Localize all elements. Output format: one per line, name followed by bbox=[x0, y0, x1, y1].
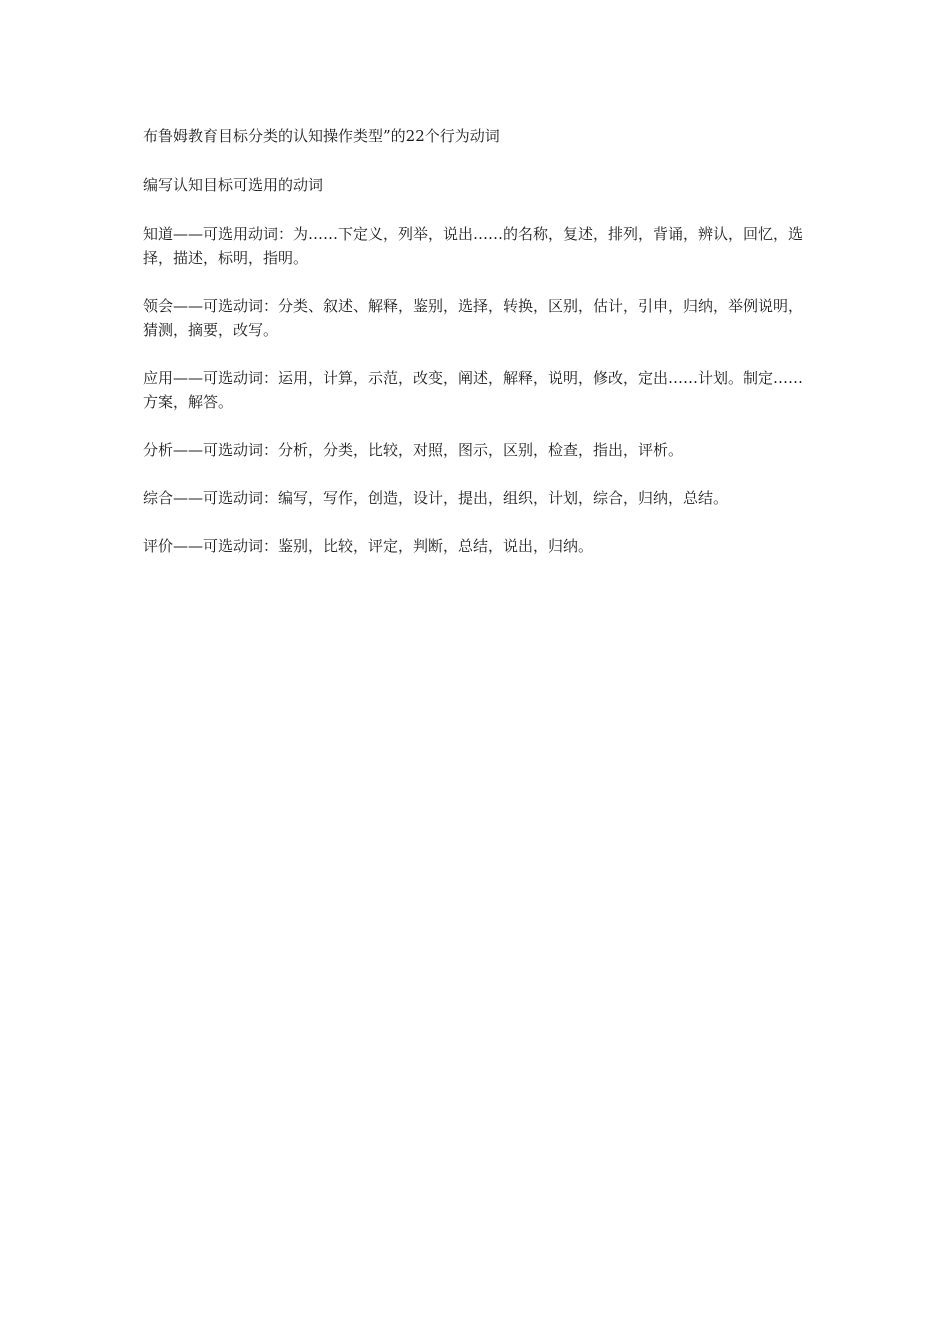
document-title: 布鲁姆教育目标分类的认知操作类型”的22个行为动词 bbox=[143, 127, 500, 145]
paragraph-synthesis: 综合——可选动词：编写，写作，创造，设计，提出，组织，计划，综合，归纳，总结。 bbox=[143, 489, 729, 507]
paragraph-analysis: 分析——可选动词：分析，分类，比较，对照，图示，区别，检查，指出，评析。 bbox=[143, 441, 684, 459]
document-subtitle: 编写认知目标可选用的动词 bbox=[143, 176, 324, 194]
paragraph-evaluation: 评价——可选动词：鉴别，比较，评定，判断，总结，说出，归纳。 bbox=[143, 537, 594, 555]
paragraph-comprehension: 领会——可选动词：分类、叙述、解释，鉴别，选择，转换，区别，估计，引申，归纳，举例说明，猜测，摘要，改写。 bbox=[143, 297, 804, 339]
document-body bbox=[143, 124, 811, 582]
paragraph-knowledge: 知道——可选用动词：为……下定义，列举，说出……的名称，复述，排列，背诵，辨认，回忆，选择，描述，标明，指明。 bbox=[143, 225, 804, 267]
paragraph-application: 应用——可选动词：运用，计算，示范，改变，阐述，解释，说明，修改，定出……计划。制定……方案，解答。 bbox=[143, 369, 804, 411]
